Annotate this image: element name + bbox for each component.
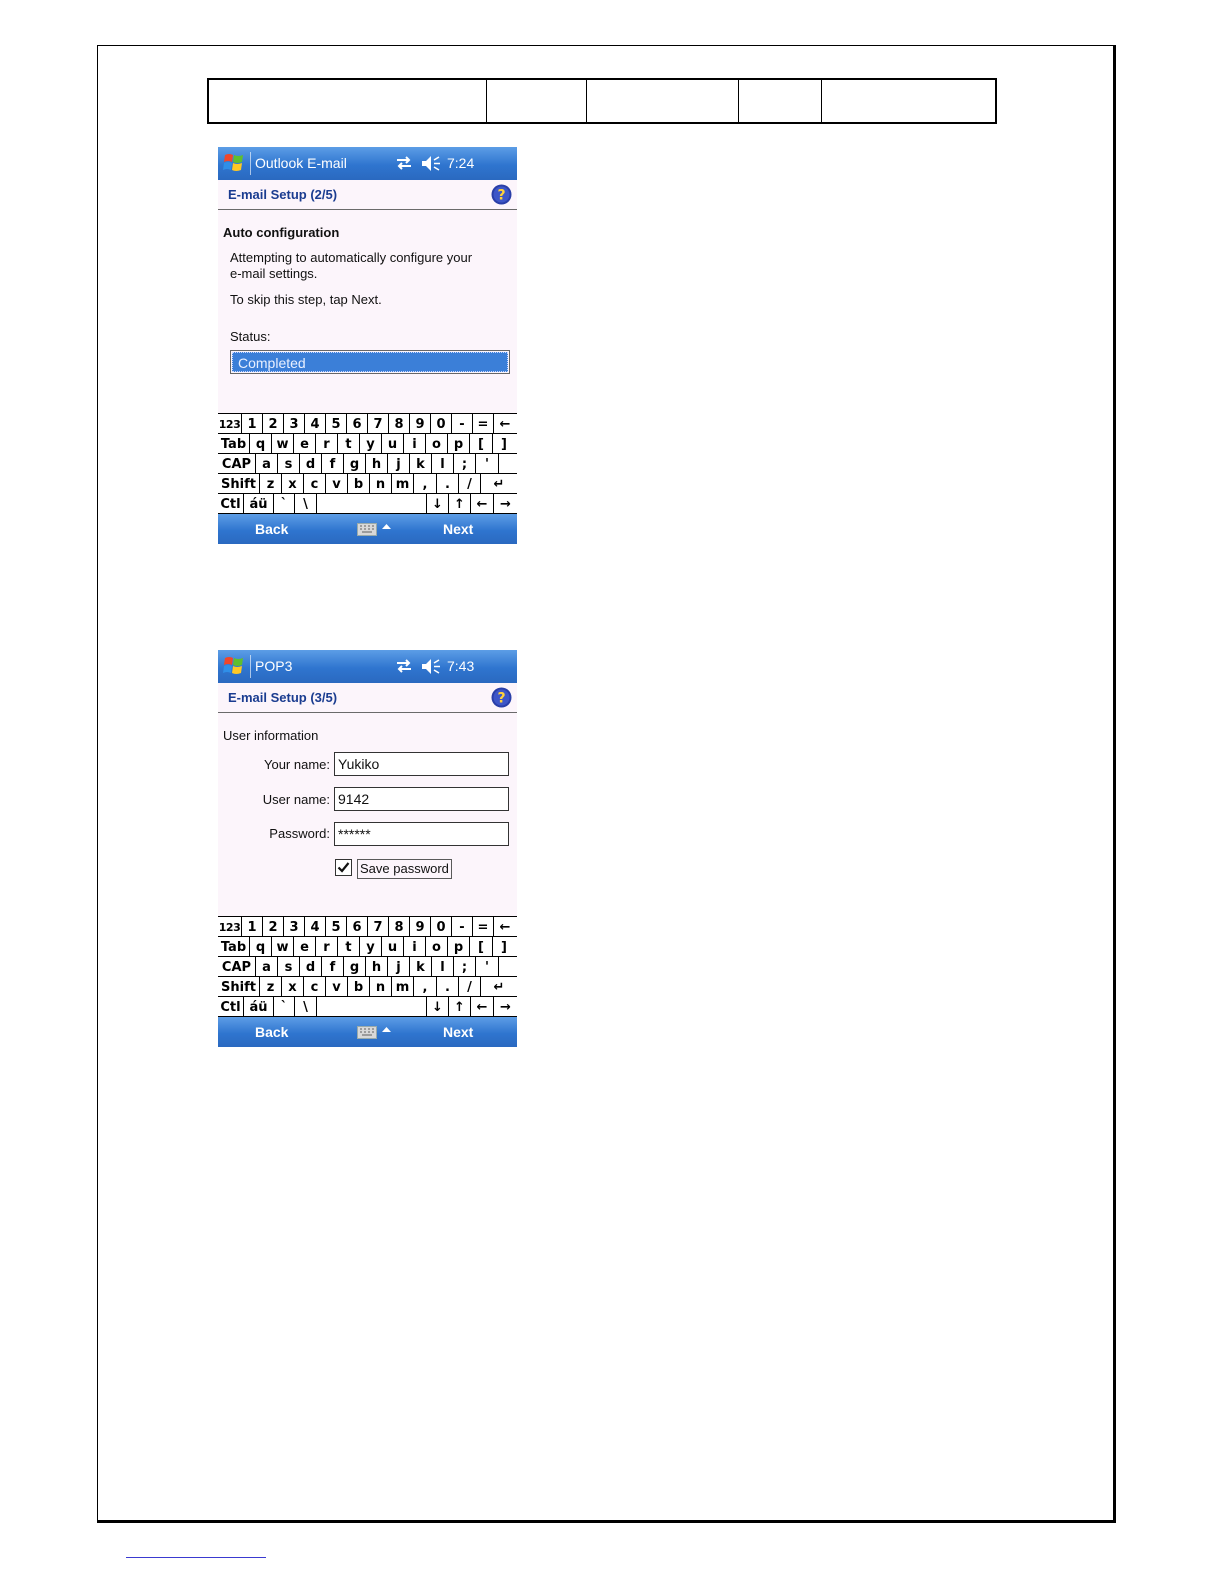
key[interactable]: ↓ <box>427 997 449 1017</box>
key[interactable]: b <box>348 474 370 494</box>
app-title: POP3 <box>255 658 293 674</box>
status-field[interactable] <box>230 350 510 374</box>
your-name-label: Your name: <box>263 757 330 772</box>
backspace-key[interactable]: ← <box>499 919 511 935</box>
key[interactable]: 9 <box>410 917 431 937</box>
back-softkey[interactable]: Back <box>255 1024 289 1040</box>
key[interactable]: a <box>256 454 278 474</box>
key[interactable]: 6 <box>347 917 368 937</box>
key[interactable]: 6 <box>347 414 368 434</box>
title-bar <box>218 650 517 683</box>
key[interactable]: 8 <box>389 917 410 937</box>
key[interactable]: f <box>322 957 344 977</box>
description-line: e-mail settings. <box>230 266 318 281</box>
key[interactable]: CAP <box>218 957 256 977</box>
header-cell <box>209 80 487 122</box>
key[interactable]: 1 <box>242 414 263 434</box>
svg-text:?: ? <box>497 690 506 707</box>
key[interactable]: Tab <box>218 937 250 957</box>
key[interactable]: \ <box>295 997 317 1017</box>
step-header <box>218 683 517 713</box>
key[interactable]: ↑ <box>449 997 471 1017</box>
key[interactable]: k <box>410 957 432 977</box>
status-value: Completed <box>232 352 508 372</box>
key[interactable]: j <box>388 957 410 977</box>
connectivity-icon[interactable] <box>395 658 413 674</box>
key[interactable]: p <box>448 937 470 957</box>
key[interactable]: t <box>338 937 360 957</box>
key[interactable]: g <box>344 454 366 474</box>
key[interactable]: m <box>392 977 414 997</box>
key[interactable]: . <box>437 977 459 997</box>
key[interactable]: q <box>250 937 272 957</box>
key[interactable]: Tab <box>218 434 250 454</box>
key[interactable]: 0 <box>431 917 452 937</box>
key[interactable]: Ctl <box>218 494 244 514</box>
key[interactable]: 3 <box>284 917 305 937</box>
checkmark-icon <box>337 861 350 874</box>
password-input[interactable]: ****** <box>334 822 509 846</box>
softkey-bar <box>218 514 517 544</box>
key[interactable]: ← <box>471 494 494 514</box>
enter-key[interactable]: ↵ <box>493 476 505 492</box>
save-password-checkbox[interactable] <box>335 859 352 876</box>
description-line: Attempting to automatically configure your <box>230 250 473 265</box>
clock[interactable]: 7:43 <box>447 658 475 674</box>
key[interactable]: ] <box>501 939 507 955</box>
key[interactable]: / <box>459 977 481 997</box>
enter-key[interactable]: ↵ <box>493 979 505 995</box>
key[interactable]: n <box>370 977 392 997</box>
key[interactable]: → <box>500 496 511 512</box>
svg-text:?: ? <box>497 187 506 204</box>
key[interactable]: → <box>500 999 511 1015</box>
soft-keyboard <box>218 413 517 513</box>
soft-keyboard <box>218 916 517 1016</box>
key[interactable]: u <box>382 937 404 957</box>
key[interactable]: o <box>426 434 448 454</box>
key[interactable]: Ctl <box>218 997 244 1017</box>
key[interactable]: x <box>282 977 304 997</box>
key[interactable]: \ <box>295 494 317 514</box>
header-cell <box>822 80 995 122</box>
key[interactable]: ; <box>454 454 476 474</box>
key[interactable]: ↑ <box>449 494 471 514</box>
key[interactable]: ' <box>476 454 499 474</box>
key[interactable]: c <box>304 977 326 997</box>
key[interactable]: l <box>432 957 454 977</box>
key[interactable]: e <box>294 937 316 957</box>
screen-email-setup-3 <box>218 650 517 1047</box>
key[interactable]: x <box>282 474 304 494</box>
header-cell <box>587 80 739 122</box>
key[interactable]: u <box>382 434 404 454</box>
title-separator <box>250 655 251 678</box>
key[interactable]: i <box>404 937 426 957</box>
status-label: Status: <box>230 329 271 344</box>
key[interactable]: o <box>426 937 448 957</box>
password-label: Password: <box>269 826 330 841</box>
title-separator <box>250 152 251 175</box>
key[interactable]: ] <box>501 436 507 452</box>
key[interactable]: CAP <box>218 454 256 474</box>
next-softkey[interactable]: Next <box>443 521 474 537</box>
key[interactable]: 7 <box>368 414 389 434</box>
key[interactable]: [ <box>470 434 493 454</box>
key[interactable]: d <box>300 957 322 977</box>
key[interactable]: 2 <box>263 917 284 937</box>
your-name-input[interactable]: Yukiko <box>334 752 509 776</box>
next-softkey[interactable]: Next <box>443 1024 474 1040</box>
key[interactable]: g <box>344 957 366 977</box>
key[interactable]: ; <box>454 957 476 977</box>
key[interactable]: , <box>414 977 437 997</box>
section-heading: Auto configuration <box>223 225 340 240</box>
key[interactable]: m <box>392 474 414 494</box>
key[interactable]: 2 <box>263 414 284 434</box>
key[interactable]: 7 <box>368 917 389 937</box>
title-bar <box>218 147 517 180</box>
footer-rule <box>126 1557 266 1558</box>
key[interactable]: z <box>260 474 282 494</box>
help-icon[interactable] <box>491 184 512 205</box>
chevron-up-icon[interactable] <box>382 1026 391 1033</box>
key[interactable]: ← <box>471 997 494 1017</box>
user-name-label: User name: <box>262 792 330 807</box>
key[interactable]: b <box>348 977 370 997</box>
key[interactable]: / <box>459 474 481 494</box>
chevron-up-icon[interactable] <box>382 523 391 530</box>
windows-start-icon[interactable] <box>222 152 246 174</box>
step-title: E-mail Setup (2/5) <box>228 187 338 202</box>
keyboard-icon[interactable] <box>357 1026 377 1039</box>
app-title: Outlook E-mail <box>255 155 347 171</box>
key[interactable]: i <box>404 434 426 454</box>
key[interactable]: e <box>294 434 316 454</box>
key[interactable]: f <box>322 454 344 474</box>
key[interactable]: s <box>278 957 300 977</box>
key[interactable]: ↓ <box>427 494 449 514</box>
section-heading: User information <box>223 728 319 743</box>
key[interactable]: r <box>316 937 338 957</box>
step-title: E-mail Setup (3/5) <box>228 690 338 705</box>
key[interactable]: 123 <box>218 917 242 937</box>
keyboard-icon[interactable] <box>357 523 377 536</box>
softkey-bar <box>218 1017 517 1047</box>
key[interactable]: p <box>448 434 470 454</box>
backspace-key[interactable]: ← <box>499 416 511 432</box>
key[interactable]: Shift <box>218 977 260 997</box>
key[interactable]: j <box>388 454 410 474</box>
key[interactable]: 9 <box>410 414 431 434</box>
key[interactable]: n <box>370 474 392 494</box>
key[interactable]: = <box>473 917 494 937</box>
back-softkey[interactable]: Back <box>255 521 289 537</box>
key[interactable]: a <box>256 957 278 977</box>
key[interactable]: 1 <box>242 917 263 937</box>
skip-hint: To skip this step, tap Next. <box>230 292 382 307</box>
key-spacer <box>499 957 517 977</box>
help-icon[interactable] <box>491 687 512 708</box>
key[interactable]: v <box>326 474 348 494</box>
key-spacer <box>499 454 517 474</box>
user-name-input[interactable]: 9142 <box>334 787 509 811</box>
key[interactable]: 8 <box>389 414 410 434</box>
key[interactable]: ' <box>476 957 499 977</box>
key[interactable]: k <box>410 454 432 474</box>
clock[interactable]: 7:24 <box>447 155 475 171</box>
key[interactable]: ` <box>274 494 295 514</box>
header-table <box>207 78 997 124</box>
speaker-icon[interactable] <box>421 658 441 675</box>
key[interactable]: . <box>437 474 459 494</box>
key[interactable]: - <box>452 414 473 434</box>
key[interactable]: s <box>278 454 300 474</box>
key[interactable]: r <box>316 434 338 454</box>
screen-email-setup-2 <box>218 147 517 544</box>
key[interactable]: d <box>300 454 322 474</box>
key[interactable]: 4 <box>305 917 326 937</box>
key[interactable]: 5 <box>326 917 347 937</box>
key[interactable]: 123 <box>218 414 242 434</box>
key[interactable]: l <box>432 454 454 474</box>
space-key[interactable] <box>317 997 427 1017</box>
key[interactable]: = <box>473 414 494 434</box>
key[interactable]: Shift <box>218 474 260 494</box>
key[interactable]: 3 <box>284 414 305 434</box>
key[interactable]: [ <box>470 937 493 957</box>
header-cell <box>487 80 587 122</box>
key[interactable]: 0 <box>431 414 452 434</box>
key[interactable]: 5 <box>326 414 347 434</box>
key[interactable]: t <box>338 434 360 454</box>
key[interactable]: y <box>360 937 382 957</box>
key[interactable]: w <box>272 434 294 454</box>
key[interactable]: áü <box>244 494 274 514</box>
save-password-label[interactable]: Save password <box>357 859 452 879</box>
windows-start-icon[interactable] <box>222 655 246 677</box>
key[interactable]: áü <box>244 997 274 1017</box>
header-cell <box>739 80 822 122</box>
key[interactable]: - <box>452 917 473 937</box>
key[interactable]: z <box>260 977 282 997</box>
key[interactable]: ` <box>274 997 295 1017</box>
key[interactable]: y <box>360 434 382 454</box>
key[interactable]: , <box>414 474 437 494</box>
key[interactable]: h <box>366 957 388 977</box>
key[interactable]: v <box>326 977 348 997</box>
key[interactable]: w <box>272 937 294 957</box>
space-key[interactable] <box>317 494 427 514</box>
key[interactable]: c <box>304 474 326 494</box>
step-header <box>218 180 517 210</box>
key[interactable]: 4 <box>305 414 326 434</box>
key[interactable]: q <box>250 434 272 454</box>
connectivity-icon[interactable] <box>395 155 413 171</box>
speaker-icon[interactable] <box>421 155 441 172</box>
key[interactable]: h <box>366 454 388 474</box>
